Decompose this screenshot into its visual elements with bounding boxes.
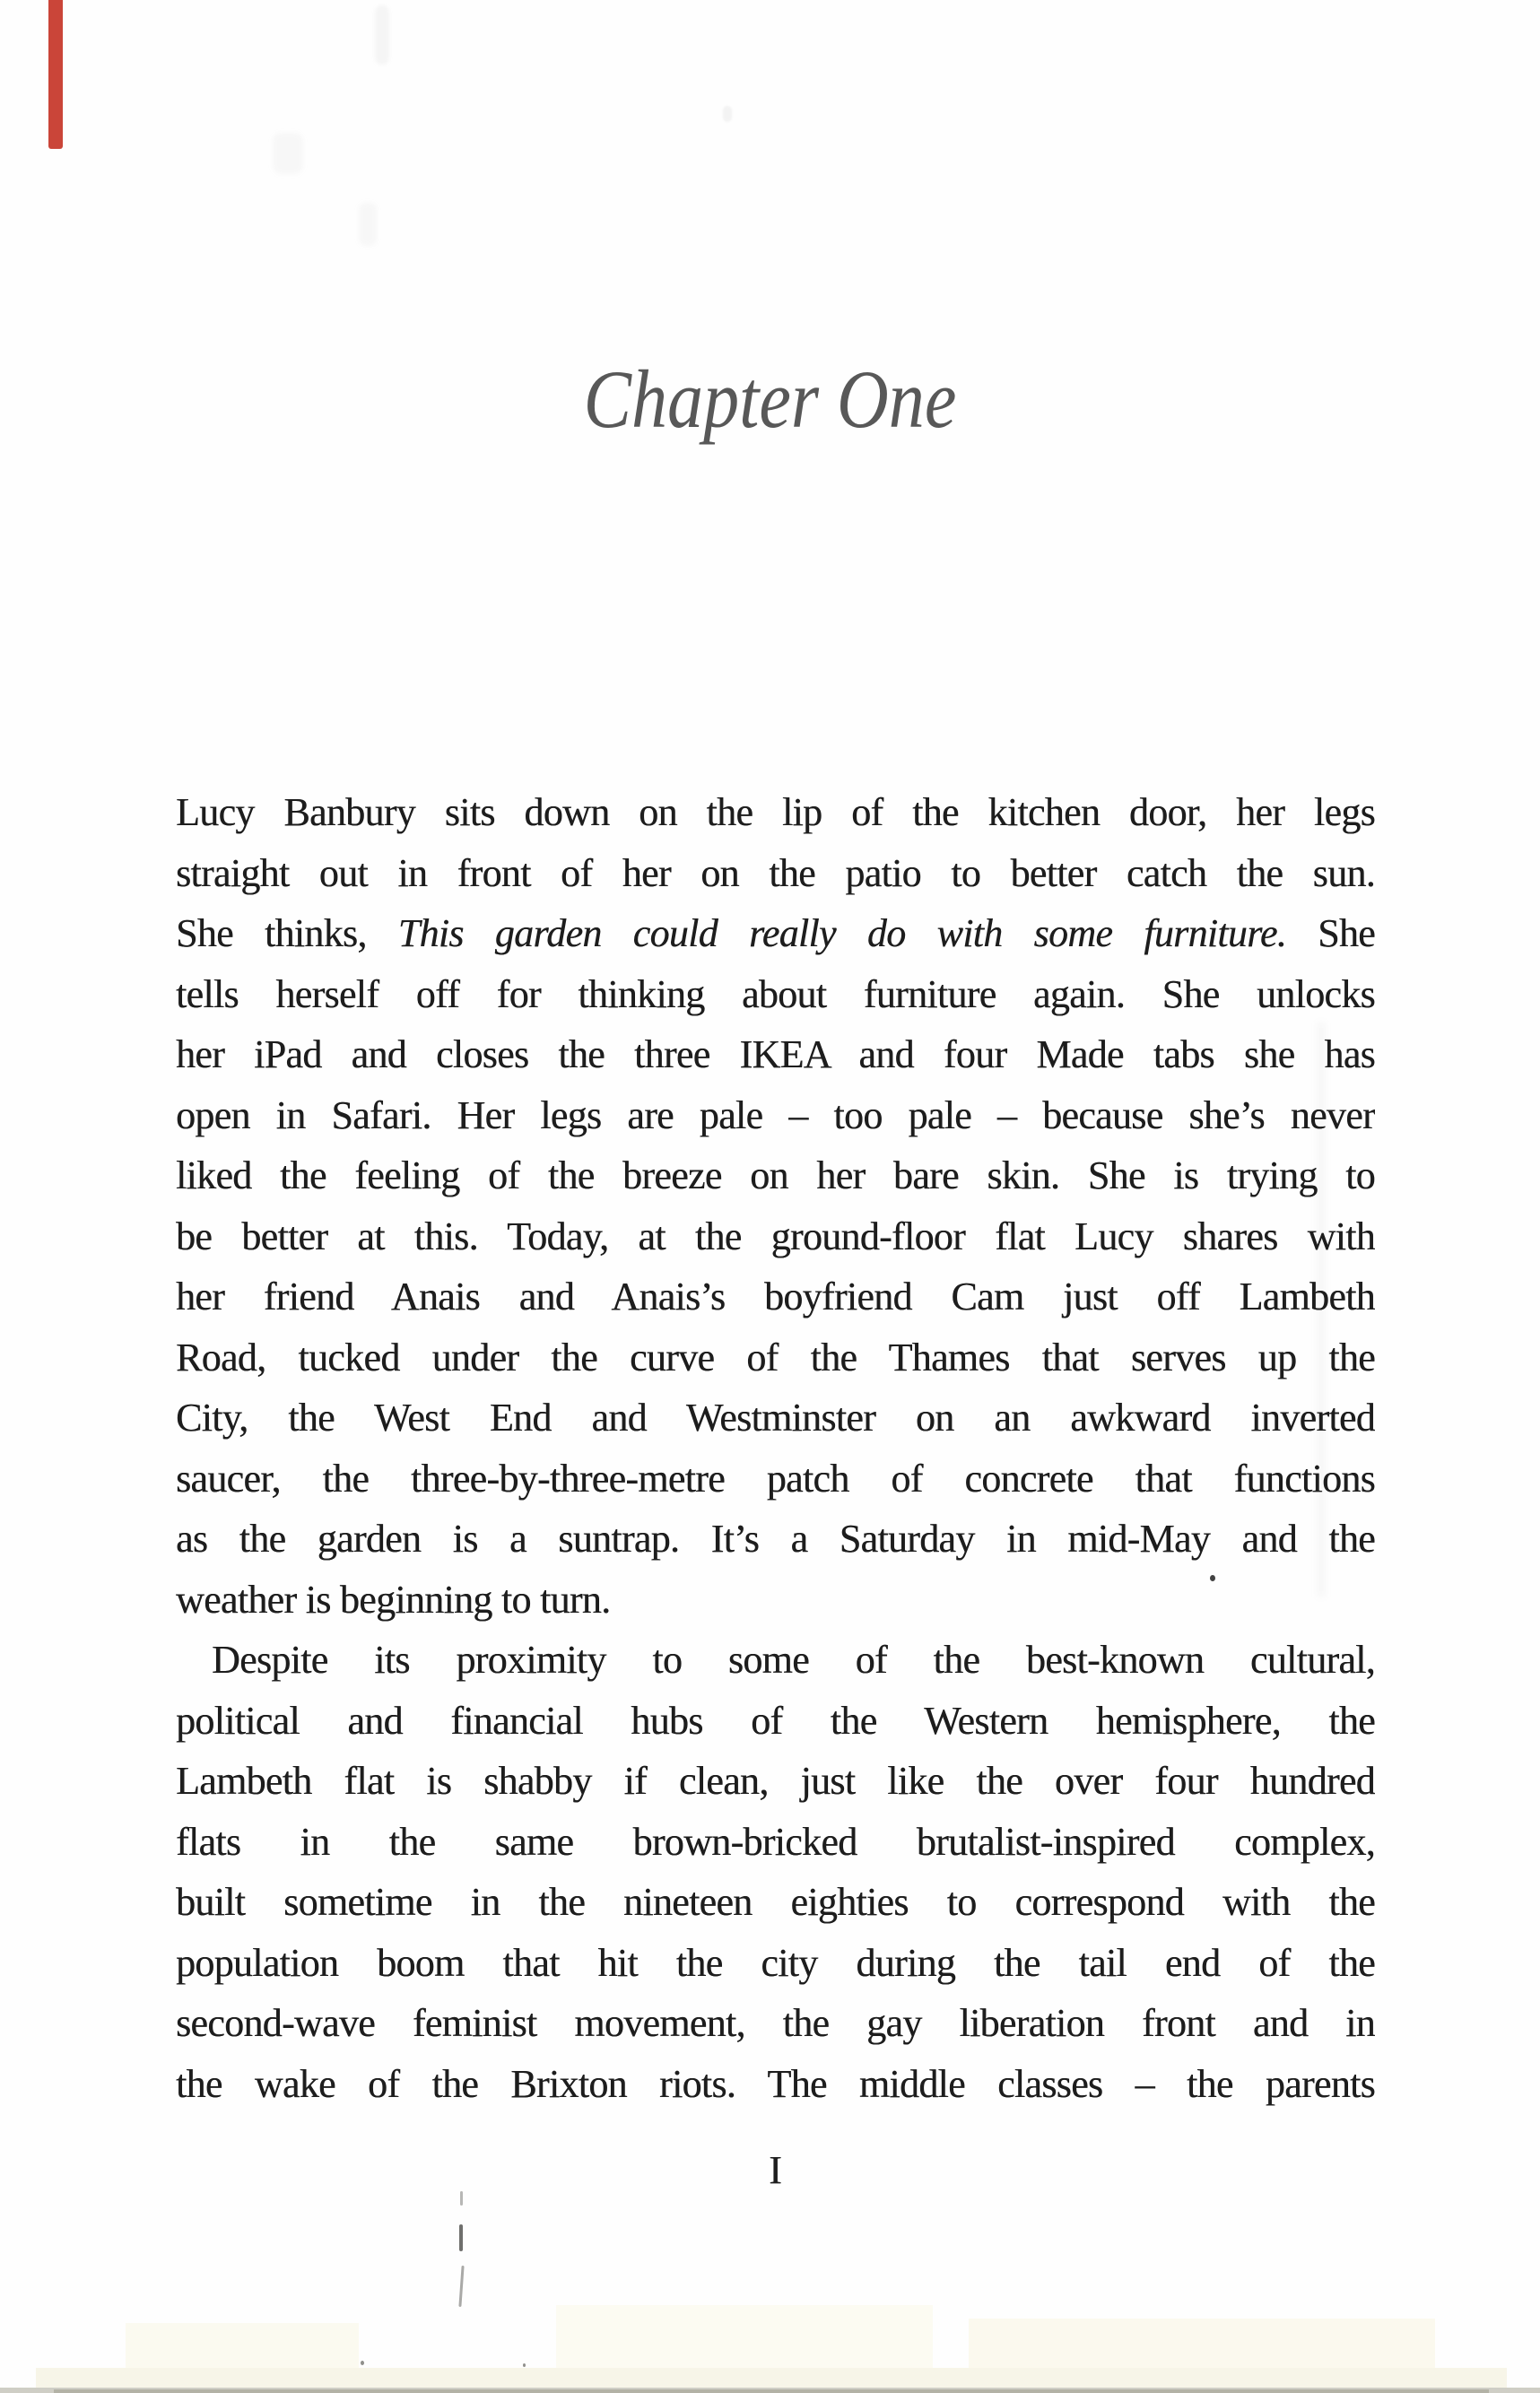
body-text-segment: City, the West End and Westminster on an awkward inverted [176,1396,1375,1440]
body-text-segment: second-wave feminist movement, the gay liberation front and in [176,2001,1375,2045]
body-text-segment: population boom that hit the city during the tail end of the [176,1940,1375,1985]
body-text-segment: political and financial hubs of the Western hemisphere, the [176,1698,1375,1743]
paper-discoloration [556,2305,933,2390]
body-line [176,1145,1375,1206]
body-text-segment: weather is beginning to turn. [176,1577,611,1622]
body-line [176,1206,1375,1267]
body-text-segment: open in Safari. Her legs are pale – too pale – because she’s never [176,1092,1375,1137]
body-line [176,1570,1375,1631]
body-line [176,1388,1375,1449]
body-text-segment: She [1286,911,1375,955]
body-text-segment: saucer, the three-by-three-metre patch of concrete that functions [176,1456,1375,1501]
body-line [176,1085,1375,1146]
scan-smudge [359,203,377,246]
body-line [176,843,1375,904]
body-text-segment: be better at this. Today, at the ground-floor flat Lucy shares with [176,1214,1375,1258]
body-line [176,2054,1375,2115]
ink-speck [361,2361,364,2365]
body-text-segment: Lambeth flat is shabby if clean, just like the over four hundred [176,1759,1375,1803]
scan-smudge [375,5,389,65]
body-line [176,1509,1375,1570]
ink-speck [523,2363,526,2367]
body-text-segment: tells herself off for thinking about furniture again. She unlocks [176,971,1375,1016]
body-line [176,1630,1375,1691]
scan-mark [458,2266,464,2307]
body-line [176,1933,1375,1994]
body-line [176,964,1375,1025]
body-text-segment: built sometime in the nineteen eighties to correspond with the [176,1880,1375,1924]
italic-text: This garden could really do with some furniture. [397,911,1287,955]
red-ribbon-scan-artifact [48,0,63,149]
body-text-segment: as the garden is a suntrap. It’s a Saturday in mid-May and the [176,1517,1375,1561]
scan-mark [459,2224,463,2251]
body-text-segment: Road, tucked under the curve of the Thames that serves up the [176,1335,1375,1379]
body-text-segment: her friend Anais and Anais’s boyfriend Cam just off Lambeth [176,1275,1375,1318]
scan-smudge [273,133,303,174]
scan-mark [460,2191,463,2206]
body-line [176,1872,1375,1933]
paper-discoloration [969,2319,1435,2390]
page-bottom-edge [0,2388,1540,2393]
body-text-segment: her iPad and closes the three IKEA and four Made tabs she has [176,1032,1375,1076]
body-line [176,1327,1375,1388]
body-line [176,1812,1375,1873]
body-line [176,1751,1375,1812]
body-line [176,1449,1375,1510]
body-text-segment: Despite its proximity to some of the best-known cultural, [212,1638,1375,1682]
body-line [176,903,1375,964]
body-text-segment: the wake of the Brixton riots. The middle classes – the parents [176,2061,1375,2106]
body-text-segment: straight out in front of her on the patio to better catch the sun. [176,850,1375,895]
body-text-segment: liked the feeling of the breeze on her bare skin. She is trying to [176,1153,1375,1197]
paper-discoloration [126,2323,359,2386]
body-text-segment: flats in the same brown-bricked brutalist-inspired complex, [176,1819,1375,1864]
body-line [176,1691,1375,1752]
body-text-segment: She thinks, [176,911,398,955]
body-text-segment: Lucy Banbury sits down on the lip of the kitchen door, her legs [176,790,1375,834]
body-line [176,1266,1375,1327]
body-line [176,1024,1375,1085]
page-bottom-edge [54,2389,1489,2393]
body-line [176,782,1375,843]
body-text [176,782,1375,2114]
scan-smudge [723,106,732,122]
paper-discoloration [36,2368,1507,2389]
body-line [176,1993,1375,2054]
chapter-heading: Chapter One [583,353,957,445]
page-number: I [769,2148,782,2192]
